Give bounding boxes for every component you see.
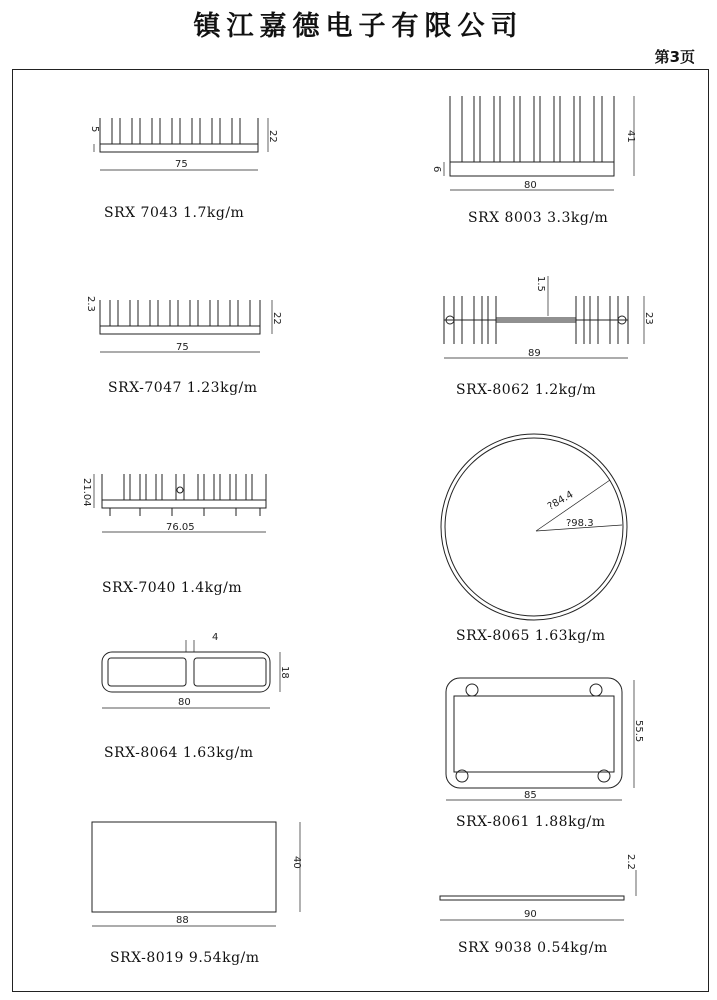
dim-label: 40 xyxy=(291,856,302,869)
dim-label: 2.2 xyxy=(625,854,636,870)
product-caption: SRX-8064 1.63kg/m xyxy=(104,745,254,761)
dim-label: 75 xyxy=(176,342,189,353)
product-caption: SRX 9038 0.54kg/m xyxy=(458,940,608,956)
dim-label: ?98.3 xyxy=(566,518,594,529)
dim-label: 55.5 xyxy=(633,720,644,743)
dim-label: 5 xyxy=(89,126,100,133)
dim-label: 2.3 xyxy=(85,296,96,312)
dim-label: ?84.4 xyxy=(546,489,576,513)
dim-label: 22 xyxy=(267,130,278,143)
profile-drawing-srx8003 xyxy=(428,90,648,200)
dim-label: 88 xyxy=(176,915,189,926)
profile-drawing-srx7047 xyxy=(80,290,290,365)
profile-drawing-srx8064 xyxy=(82,630,292,720)
dim-label: 80 xyxy=(178,697,191,708)
product-caption: SRX-7040 1.4kg/m xyxy=(102,580,243,596)
product-caption: SRX 8003 3.3kg/m xyxy=(468,210,609,226)
product-caption: SRX-8061 1.88kg/m xyxy=(456,814,606,830)
dim-label: 1.5 xyxy=(535,276,546,292)
dim-label: 23 xyxy=(643,312,654,325)
dim-label: 4 xyxy=(212,632,219,643)
dim-label: 90 xyxy=(524,909,537,920)
dim-label: 41 xyxy=(625,130,636,143)
dim-label: 76.05 xyxy=(166,522,195,533)
dim-label: 18 xyxy=(279,666,290,679)
product-caption: SRX-8019 9.54kg/m xyxy=(110,950,260,966)
company-name: 镇江嘉德电子有限公司 xyxy=(193,11,524,42)
product-caption: SRX-8065 1.63kg/m xyxy=(456,628,606,644)
dim-label: 80 xyxy=(524,180,537,191)
dim-label: 21.04 xyxy=(81,478,92,507)
dim-label: 85 xyxy=(524,790,537,801)
product-caption: SRX-7047 1.23kg/m xyxy=(108,380,258,396)
dim-label: 89 xyxy=(528,348,541,359)
dim-label: 6 xyxy=(431,166,442,173)
profile-drawing-srx8019 xyxy=(80,812,310,932)
page-number: 第3页 xyxy=(654,48,695,66)
product-caption: SRX 7043 1.7kg/m xyxy=(104,205,245,221)
profile-drawing-srx7043 xyxy=(80,110,290,190)
dim-label: 22 xyxy=(271,312,282,325)
dim-label: 75 xyxy=(175,159,188,170)
profile-drawing-srx9038 xyxy=(432,850,647,930)
profile-drawing-srx8061 xyxy=(432,672,647,807)
product-caption: SRX-8062 1.2kg/m xyxy=(456,382,597,398)
profile-drawing-srx8065 xyxy=(438,432,638,622)
profile-drawing-srx7040 xyxy=(80,462,280,552)
profile-drawing-srx8062 xyxy=(428,272,658,372)
